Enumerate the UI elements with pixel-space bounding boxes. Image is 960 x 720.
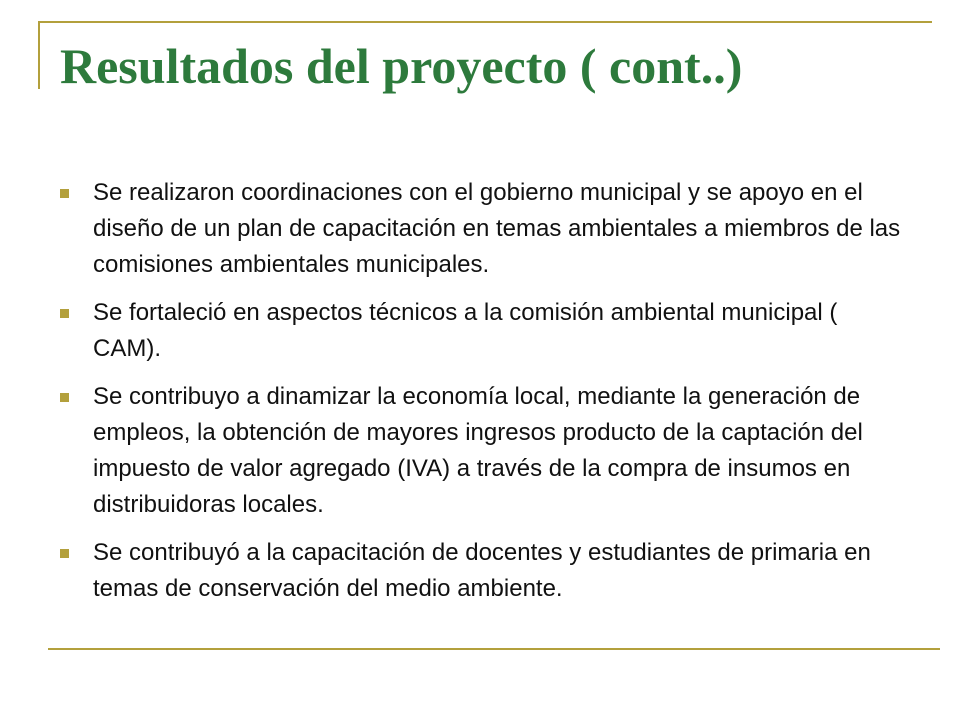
- bullet-item: [60, 535, 912, 607]
- bullet-item: [60, 295, 912, 367]
- frame-left-rule: [38, 21, 40, 89]
- square-bullet-icon: [60, 393, 69, 402]
- bullet-item: [60, 379, 912, 523]
- bullet-item: [60, 175, 912, 283]
- slide-title: Resultados del proyecto ( cont..): [60, 38, 743, 94]
- bullet-text: Se contribuyó a la capacitación de docentes y estudiantes de primaria en temas de conservación del medio ambiente.: [93, 539, 871, 602]
- bullet-text: Se contribuyo a dinamizar la economía local, mediante la generación de empleos, la obtención de mayores ingresos producto de la captación del impuesto de valor agregado (IVA) a través de la compra de insumos en distribuidoras locales.: [93, 383, 863, 518]
- square-bullet-icon: [60, 309, 69, 318]
- bullet-list: [60, 175, 912, 619]
- frame-bottom-rule: [48, 648, 940, 650]
- bullet-text: Se realizaron coordinaciones con el gobierno municipal y se apoyo en el diseño de un plan de capacitación en temas ambientales a miembros de las comisiones ambientales municipales.: [93, 179, 901, 278]
- frame-top-rule: [38, 21, 932, 23]
- square-bullet-icon: [60, 549, 69, 558]
- bullet-text: Se fortaleció en aspectos técnicos a la comisión ambiental municipal ( CAM).: [93, 299, 838, 362]
- square-bullet-icon: [60, 189, 69, 198]
